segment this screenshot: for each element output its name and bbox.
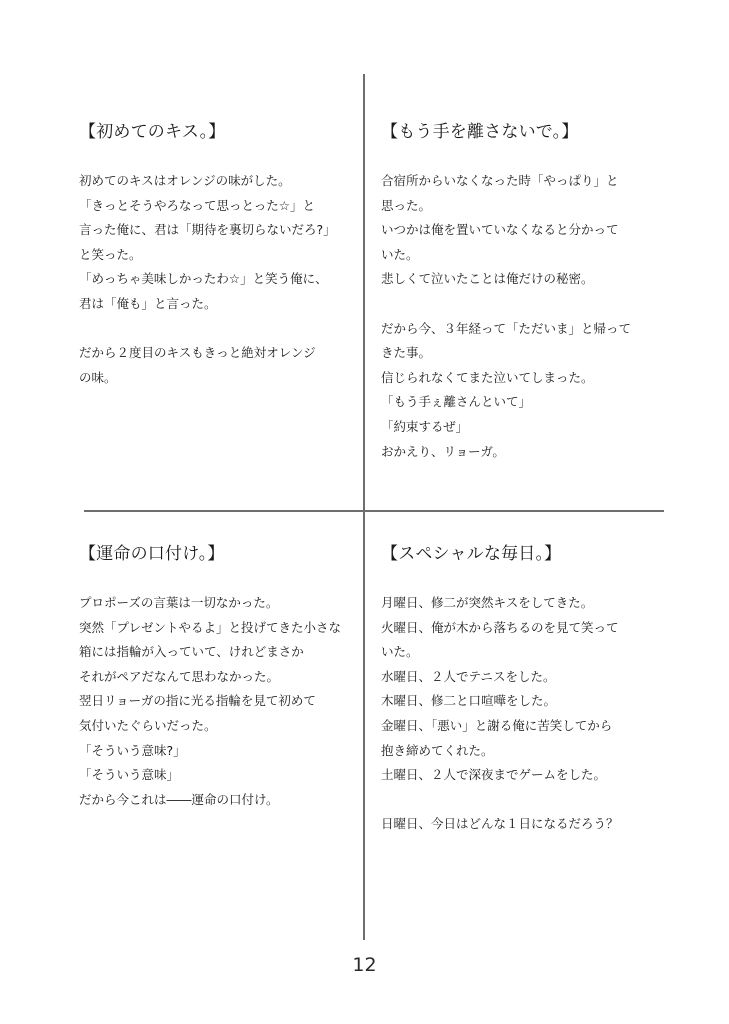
body-line: だから２度目のキスもきっと絶対オレンジ [79,345,316,361]
body-line: いつかは俺を置いていなくなると分かって [381,222,619,238]
body-line: 日曜日、今日はどんな１日になるだろう？ [381,816,619,832]
body-line: と笑った。 [79,246,142,262]
section-body [79,591,347,812]
body-line-blank [381,788,649,813]
section-first-kiss [79,119,347,390]
body-line: 「きっとそうやろなって思っとった☆」と [79,197,315,213]
body-line: おかえり、リョーガ。 [381,443,505,459]
section-title: 【もう手を離さないで。】 [381,122,579,142]
body-line: いた。 [381,644,419,660]
section-title: 【運命の口付け。】 [79,544,225,564]
body-line: 思った。 [381,197,432,213]
body-line: いた。 [381,246,419,262]
body-line: だから今これは――運命の口付け。 [79,791,279,807]
section-fated-kiss [79,541,347,812]
body-line: 悲しくて泣いたことは俺だけの秘密。 [381,271,594,287]
body-line: 箱には指輪が入っていて、けれどまさか [79,644,304,660]
body-line: の味。 [79,369,117,385]
body-line: 突然「プレゼントやるよ」と投げてきた小さな [79,619,342,635]
body-line: 「もう手ぇ離さんといて」 [381,394,532,410]
body-line: 言った俺に、君は「期待を裏切らないだろ?」 [79,222,336,238]
section-special-days [381,541,649,837]
section-title: 【スペシャルな毎日。】 [381,544,562,564]
body-line: 「めっちゃ美味しかったわ☆」と笑う俺に、 [79,271,328,287]
body-line: 君は「俺も」と言った。 [79,295,217,311]
section-body [79,169,347,390]
body-line: 木曜日、修二と口喧嘩をした。 [381,693,557,709]
section-body [381,169,649,464]
body-line: 気付いたぐらいだった。 [79,717,217,733]
body-line: それがペアだなんて思わなかった。 [79,668,280,684]
section-title: 【初めてのキス。】 [79,122,226,142]
body-line: 月曜日、修二が突然キスをしてきた。 [381,595,594,610]
body-line: 抱き締めてくれた。 [381,742,494,758]
body-line: 信じられなくてまた泣いてしまった。 [381,369,594,385]
body-line: 「そういう意味?」 [79,742,186,758]
body-line: 翌日リョーガの指に光る指輪を見て初めて [79,693,316,709]
body-line: 土曜日、２人で深夜までゲームをした。 [381,767,607,783]
body-line: 水曜日、２人でテニスをした。 [381,668,556,684]
body-line-blank [79,317,347,342]
body-line: きた事。 [381,345,432,361]
body-line: 「約束するぜ」 [381,418,469,434]
body-line: 合宿所からいなくなった時「やっぱり」と [381,173,619,188]
horizontal-divider [84,510,664,512]
body-line: 「そういう意味」 [79,767,180,783]
section-dont-let-go [381,119,649,464]
body-line: 初めてのキスはオレンジの味がした。 [79,173,291,188]
body-line-blank [381,292,649,317]
page-number: 12 [352,954,377,976]
body-line: 金曜日、「悪い」と謝る俺に苦笑してから [381,717,613,733]
body-line: だから今、３年経って「ただいま」と帰って [381,320,632,336]
vertical-divider [363,74,365,940]
body-line: プロポーズの言葉は一切なかった。 [79,595,279,610]
body-line: 火曜日、俺が木から落ちるのを見て笑って [381,619,619,635]
section-body [381,591,649,837]
